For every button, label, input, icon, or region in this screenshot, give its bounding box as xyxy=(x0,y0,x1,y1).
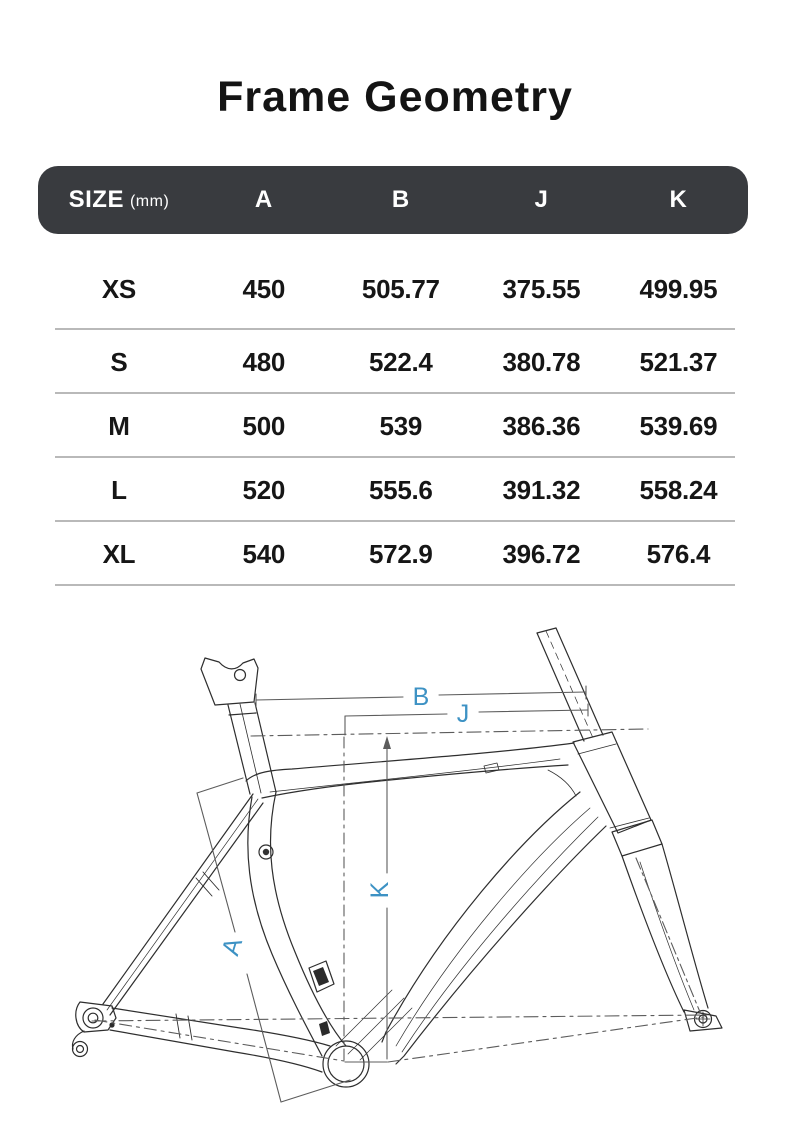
page-title: Frame Geometry xyxy=(217,73,573,121)
size-unit-label: (mm) xyxy=(129,193,170,211)
size-table xyxy=(0,166,790,586)
table-header-bar xyxy=(38,166,748,234)
dim-label-b: B xyxy=(412,683,430,711)
value-b-cell: 555.6 xyxy=(369,474,433,505)
header-col-j: J xyxy=(534,186,549,214)
size-cell: M xyxy=(108,410,130,441)
table-row-m xyxy=(0,394,790,458)
value-j-cell: 386.36 xyxy=(502,410,581,441)
frame-drawing-svg xyxy=(0,592,790,1131)
table-body xyxy=(0,234,790,586)
size-label: SIZE xyxy=(68,186,124,214)
value-b-cell: 505.77 xyxy=(361,273,440,304)
header-size-cell xyxy=(38,186,200,214)
value-a-cell: 540 xyxy=(242,538,286,569)
value-j-cell: 380.78 xyxy=(502,346,581,377)
size-cell: L xyxy=(111,474,127,505)
value-k-cell: 558.24 xyxy=(639,474,718,505)
size-cell: S xyxy=(110,346,128,377)
dim-label-j: J xyxy=(456,700,470,728)
value-k-cell: 499.95 xyxy=(639,273,718,304)
table-row-l xyxy=(0,458,790,522)
value-j-cell: 391.32 xyxy=(502,474,581,505)
value-k-cell: 521.37 xyxy=(639,346,718,377)
dimension-labels xyxy=(217,683,470,959)
value-b-cell: 522.4 xyxy=(369,346,433,377)
value-a-cell: 500 xyxy=(242,410,286,441)
size-cell: XS xyxy=(101,273,136,304)
value-k-cell: 539.69 xyxy=(639,410,718,441)
value-a-cell: 480 xyxy=(242,346,286,377)
header-col-b: B xyxy=(391,186,410,214)
dim-label-k: K xyxy=(366,881,394,899)
header-col-a: A xyxy=(254,186,273,214)
value-k-cell: 576.4 xyxy=(646,538,711,569)
value-b-cell: 572.9 xyxy=(369,538,433,569)
dim-label-a: A xyxy=(216,934,249,959)
value-a-cell: 520 xyxy=(242,474,286,505)
table-row-xl xyxy=(0,522,790,586)
table-row-s xyxy=(0,330,790,394)
header-col-k: K xyxy=(669,186,688,214)
value-j-cell: 375.55 xyxy=(502,273,581,304)
value-b-cell: 539 xyxy=(379,410,423,441)
value-a-cell: 450 xyxy=(242,273,286,304)
table-row-xs xyxy=(0,234,790,330)
value-j-cell: 396.72 xyxy=(502,538,581,569)
size-cell: XL xyxy=(102,538,136,569)
frame-geometry-diagram xyxy=(0,592,790,1131)
